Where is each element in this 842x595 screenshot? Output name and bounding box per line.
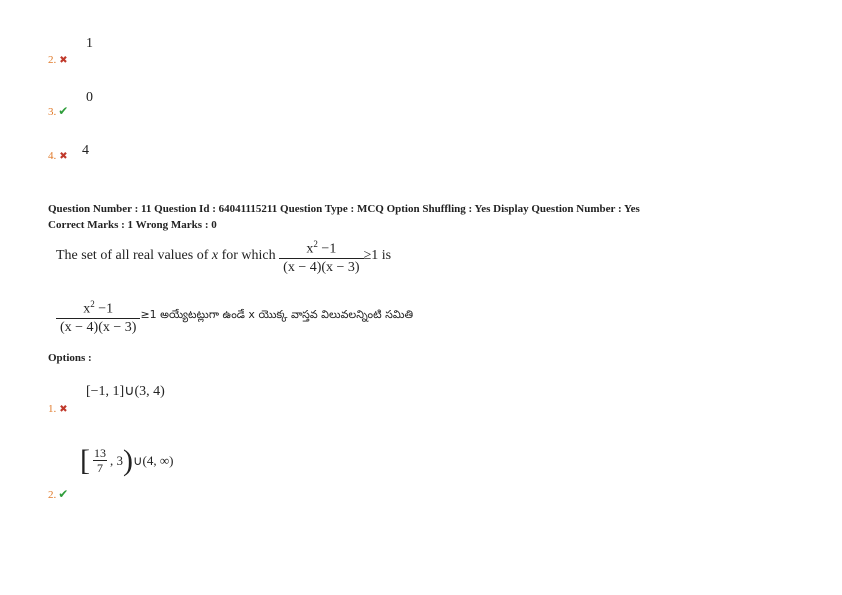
left-bracket: [ — [80, 444, 90, 477]
frac-num-rest: −1 — [94, 301, 114, 317]
option-number: 1. — [48, 403, 57, 415]
wrong-mark-icon: ✖ — [59, 55, 68, 66]
prev-option-2-value: 1 — [86, 36, 93, 51]
question-fraction — [279, 236, 363, 276]
options-label: Options : — [48, 352, 92, 364]
option-2-fraction — [90, 447, 110, 475]
prev-option-3-label — [48, 104, 68, 119]
wrong-mark-icon: ✖ — [59, 151, 68, 162]
question-text-suffix: ≥1 is — [363, 247, 392, 263]
prev-option-3-value: 0 — [86, 90, 93, 105]
question-meta: Question Number : 11 Question Id : 64041115211 Question Type : MCQ Option Shuffling : Yes Display Question Number : Yes — [48, 203, 640, 215]
option-number: 2. — [48, 489, 57, 501]
question-text-english — [56, 236, 391, 276]
question-telugu-suffix: ≥1 అయ్యేటట్లుగా ఉండే x యొక్క వాస్తవ విలువలన్నింటి సమితి — [140, 307, 414, 321]
question-fraction-telugu — [56, 296, 140, 336]
option-2-frac-den: 7 — [93, 460, 107, 475]
option-number: 4. — [48, 150, 57, 162]
prev-option-4-value: 4 — [82, 143, 89, 158]
frac-denominator: (x − 4)(x − 3) — [56, 318, 140, 336]
variable-x: x — [211, 247, 219, 263]
prev-option-2-label — [48, 54, 68, 66]
question-text-part: The set of all real values of — [56, 247, 212, 263]
correct-check-icon: ✔ — [58, 487, 69, 501]
option-2-value — [80, 446, 173, 476]
option-2-tail: ∪(4, ∞) — [133, 453, 174, 468]
option-1-value: [−1, 1]∪(3, 4) — [86, 384, 165, 399]
prev-option-4-label — [48, 150, 68, 162]
frac-num-base: x — [83, 301, 91, 317]
option-1-label — [48, 403, 68, 415]
wrong-mark-icon: ✖ — [59, 404, 68, 415]
option-number: 3. — [48, 106, 57, 118]
option-2-frac-num: 13 — [94, 446, 106, 460]
question-marks: Correct Marks : 1 Wrong Marks : 0 — [48, 219, 217, 231]
correct-check-icon: ✔ — [58, 104, 69, 118]
right-paren: ) — [123, 444, 133, 477]
option-2-label — [48, 487, 68, 502]
frac-denominator: (x − 4)(x − 3) — [279, 258, 363, 276]
question-text-telugu — [56, 296, 413, 336]
frac-num-exp: 2 — [90, 299, 95, 309]
frac-num-base: x — [306, 241, 314, 257]
option-number: 2. — [48, 54, 57, 66]
question-text-part: for which — [218, 247, 276, 263]
frac-num-rest: −1 — [317, 241, 337, 257]
option-2-mid: , 3 — [110, 453, 123, 468]
frac-num-exp: 2 — [313, 239, 318, 249]
